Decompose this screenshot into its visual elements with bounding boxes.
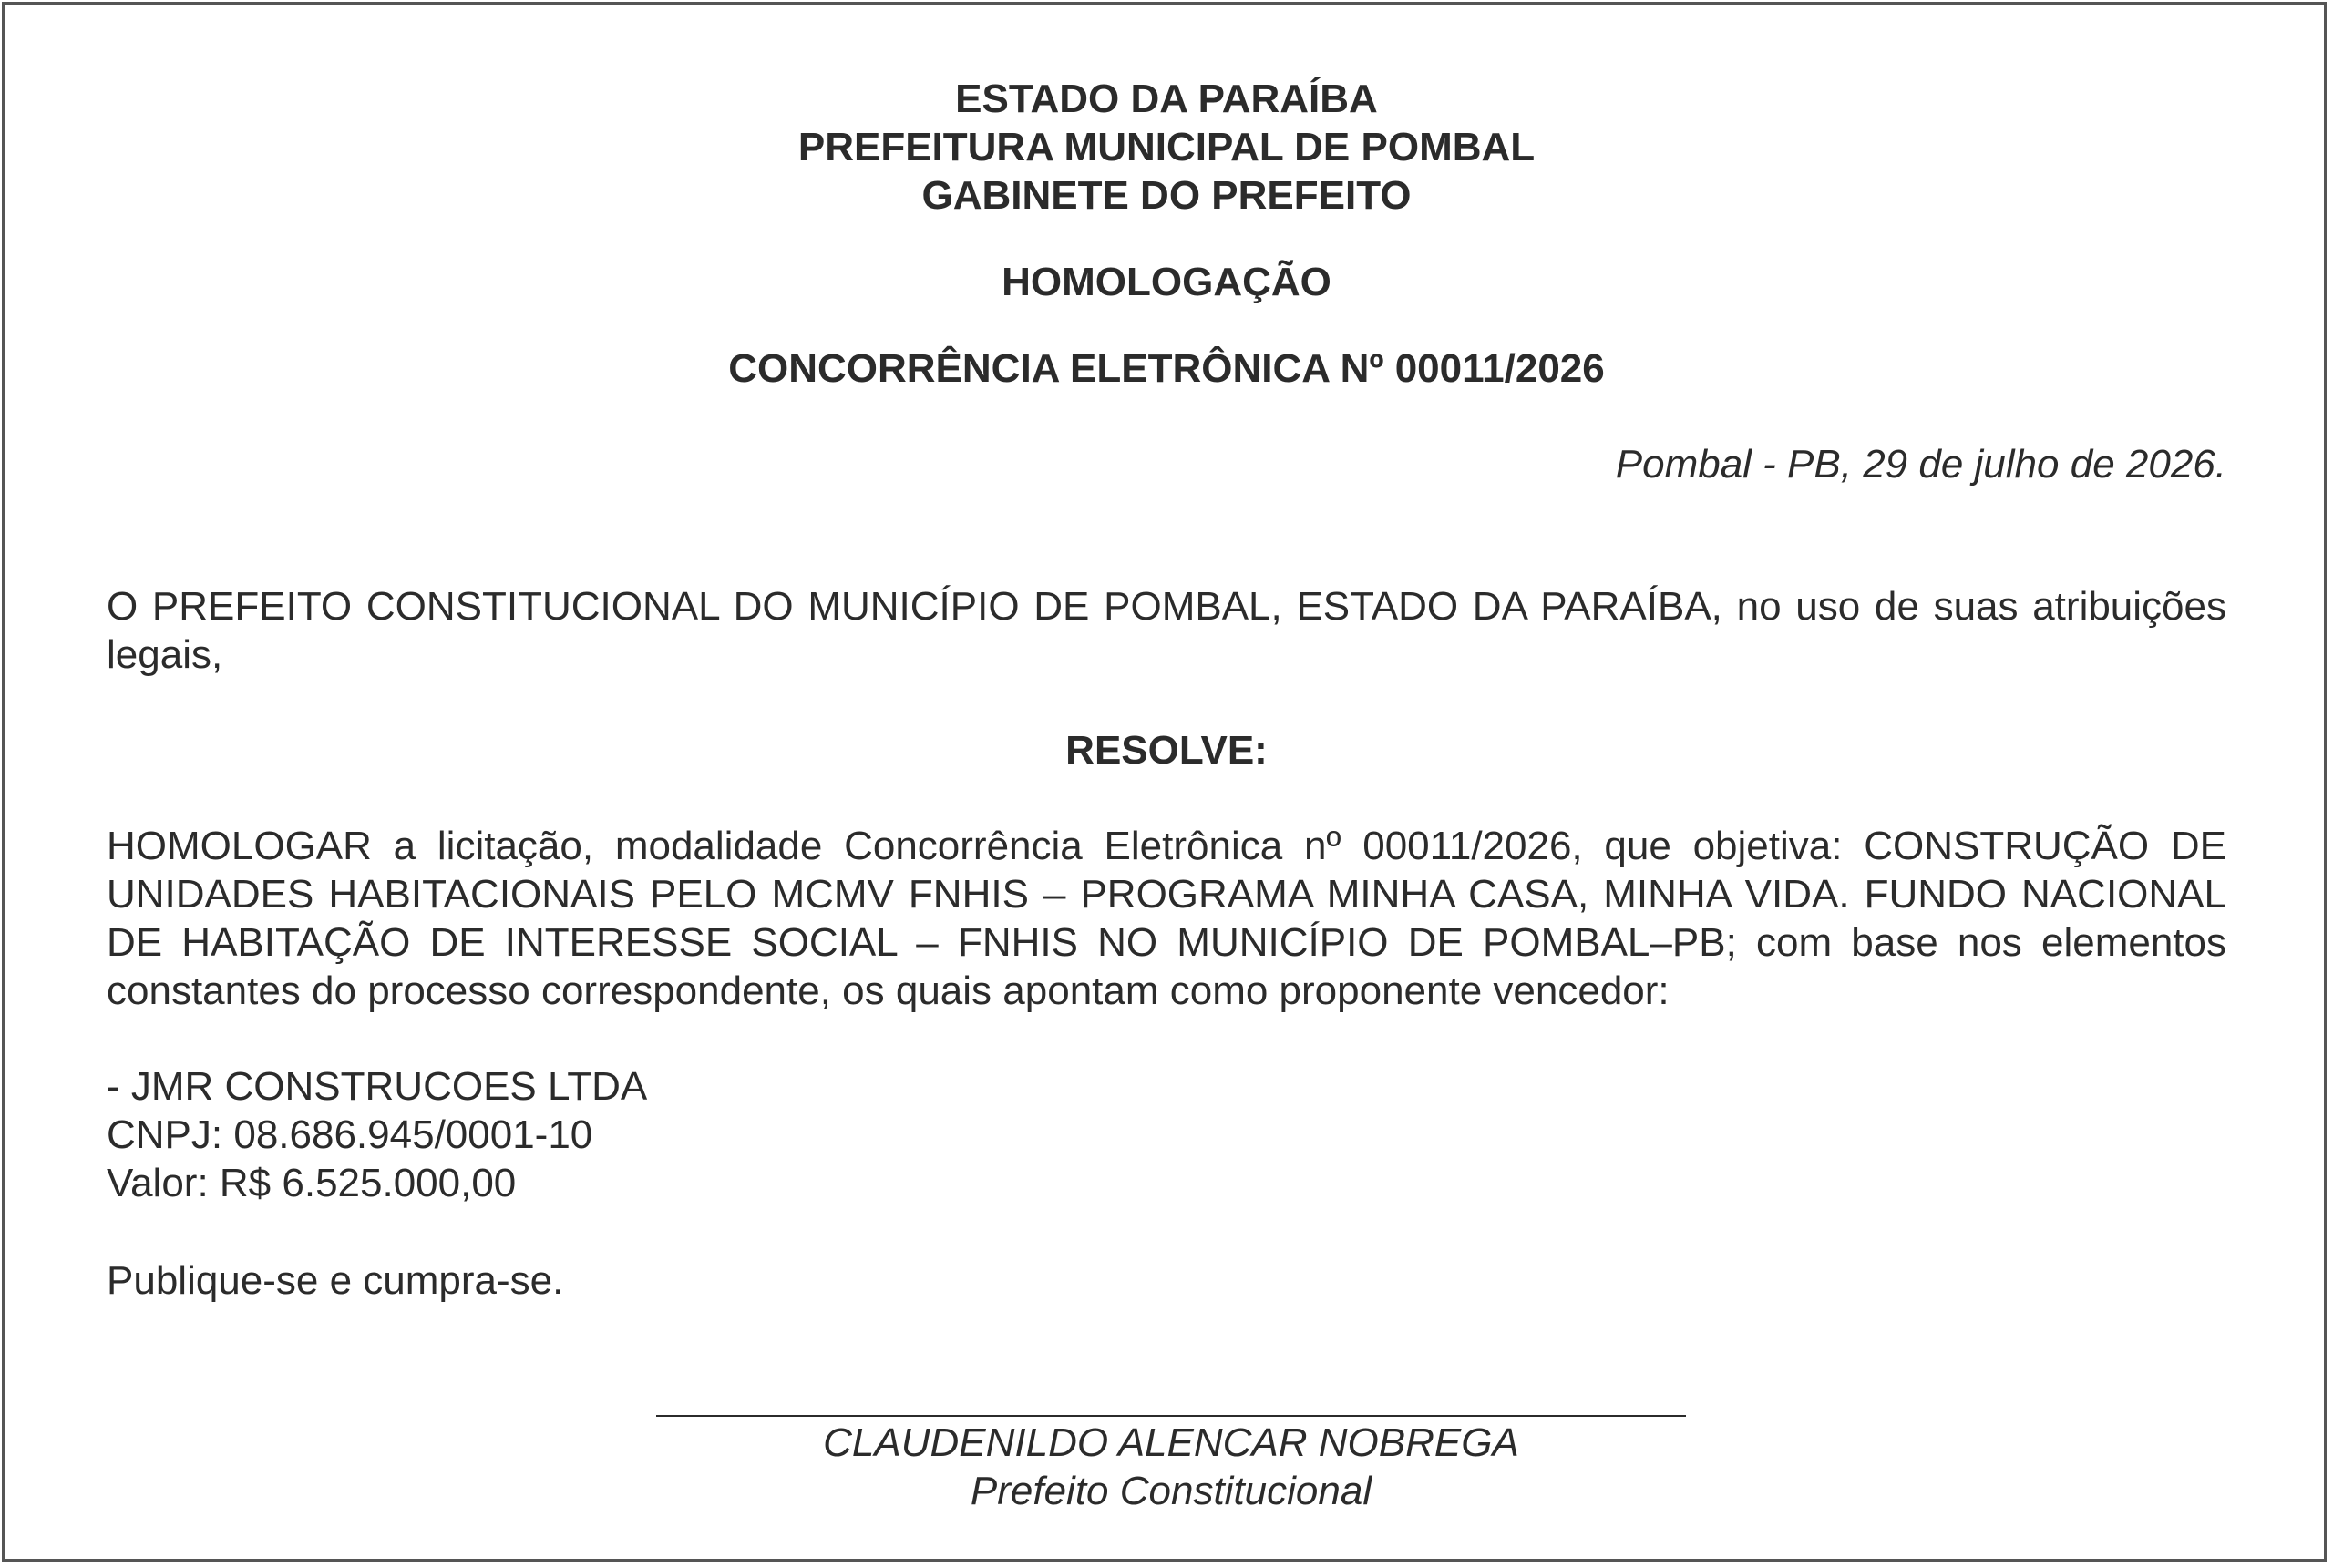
signatory-name: CLAUDENILDO ALENCAR NOBREGA <box>823 1420 1519 1465</box>
winner-name: - JMR CONSTRUCOES LTDA <box>107 1064 648 1109</box>
winner-block <box>107 1062 2226 1207</box>
header-state: ESTADO DA PARAÍBA <box>955 77 1378 121</box>
signature-block <box>656 1419 1686 1515</box>
document-body <box>107 75 2226 1305</box>
resolve-heading: RESOLVE: <box>1065 728 1268 773</box>
header-office: GABINETE DO PREFEITO <box>921 173 1412 218</box>
signature-line <box>656 1415 1686 1417</box>
winner-cnpj: CNPJ: 08.686.945/0001-10 <box>107 1112 593 1157</box>
signatory-role: Prefeito Constitucional <box>970 1469 1372 1513</box>
header-municipality: PREFEITURA MUNICIPAL DE POMBAL <box>797 125 1536 169</box>
document-subtitle: CONCORRÊNCIA ELETRÔNICA Nº 00011/2026 <box>728 346 1605 391</box>
intro-paragraph: O PREFEITO CONSTITUCIONAL DO MUNICÍPIO DE POMBAL, ESTADO DA PARAÍBA, no uso de suas atribuições legais, <box>107 584 2226 677</box>
body-paragraph: HOMOLOGAR a licitação, modalidade Concorrência Eletrônica nº 00011/2026, que objetiva: CONSTRUÇÃO DE UNIDADES HABITACIONAIS PELO MCMV FNHIS – PROGRAMA MINHA CASA, MINHA VIDA. FUNDO NACIONAL DE HABITAÇÃO DE INTERESSE SOCIAL – FNHIS NO MUNICÍPIO DE POMBAL–PB; com base nos elementos constantes do processo correspondente, os quais apontam como proponente vencedor: <box>107 824 2226 1013</box>
document-header <box>107 75 2226 220</box>
document-title: HOMOLOGAÇÃO <box>1002 260 1331 304</box>
winner-value: Valor: R$ 6.525.000,00 <box>107 1161 517 1205</box>
document-date: Pombal - PB, 29 de julho de 2026. <box>1615 442 2226 487</box>
closing-line: Publique-se e cumpra-se. <box>107 1258 564 1303</box>
